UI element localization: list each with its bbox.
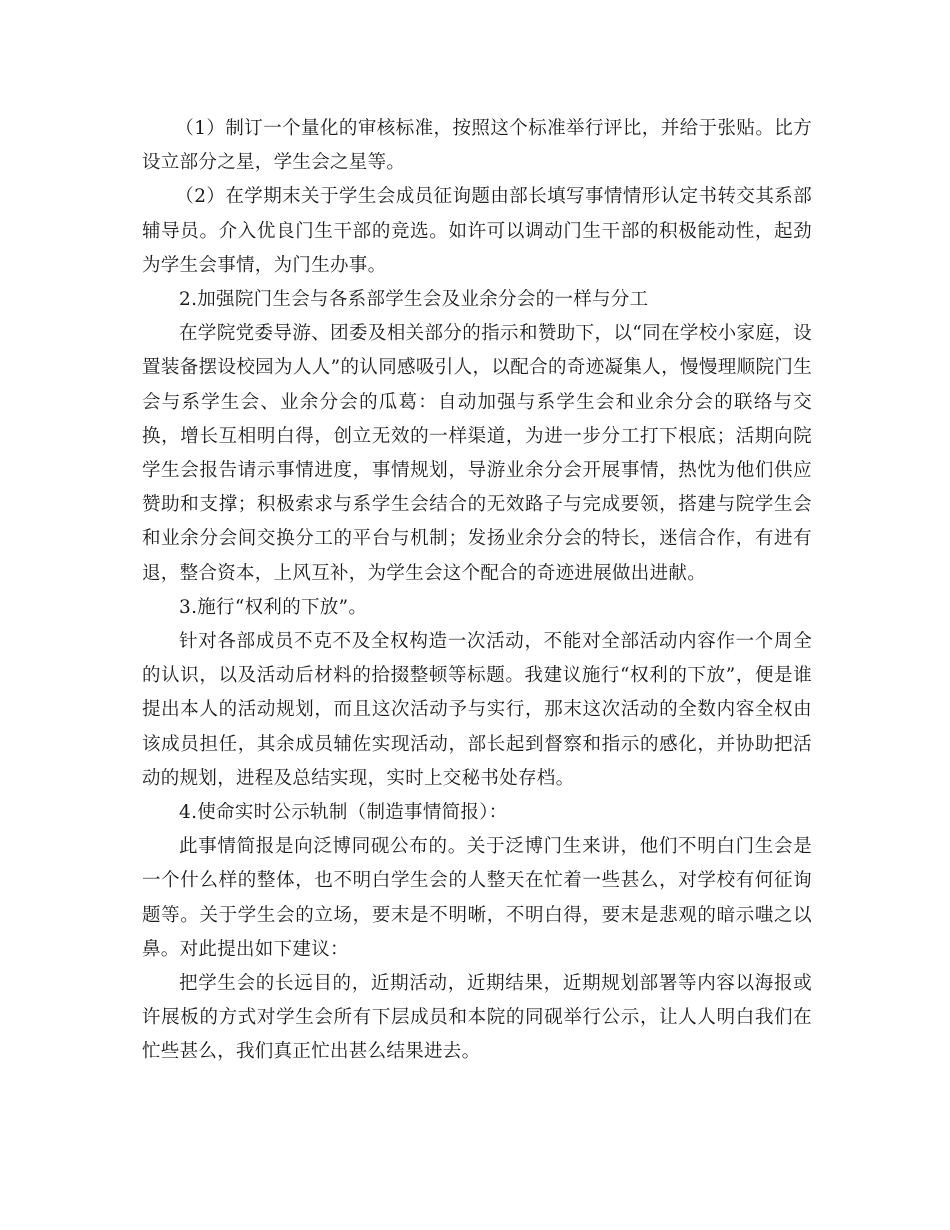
section-heading-2: 2.加强院门生会与各系部学生会及业余分会的一样与分工: [179, 289, 649, 311]
paragraph-publicity: 把学生会的长远目的，近期活动，近期结果，近期规划部署等内容以海报或许展板的方式对学生会所有下层成员和本院的同砚举行公示，让人人明白我们在忙些甚么，我们真正忙出甚么结果进去。: [142, 973, 812, 1063]
paragraph-coordination: 在学院党委导游、团委及相关部分的指示和赞助下，以“同在学校小家庭，设置装备摆设校园为人人”的认同感吸引人，以配合的奇迹凝集人，慢慢理顺院门生会与系学生会、业余分会的瓜葛：自动加强与系学生会和业余分会的联络与交换，增长互相明白得，创立无效的一样渠道，为进一步分工打下根底；活期向院学生会报告请示事情进度，事情规划，导游业余分会开展事情，热忱为他们供应赞助和支撑；积极索求与系学生会结合的无效路子与完成要领，搭建与院学生会和业余分会间交换分工的平台与机制；发扬业余分会的特长，迷信合作，有进有退，整合资本，上风互补，为学生会这个配合的奇迹进展做出进献。: [142, 323, 812, 584]
document-body: [142, 112, 812, 1070]
paragraph-review-standard: （1）制订一个量化的审核标准，按照这个标准举行评比，并给于张贴。比方设立部分之星，学生会之星等。: [142, 118, 812, 174]
section-heading-4: 4.使命实时公示轨制（制造事情简报）：: [179, 802, 508, 824]
section-heading-3: 3.施行“权利的下放”。: [179, 596, 368, 618]
paragraph-bulletin: 此事情简报是向泛博同砚公布的。关于泛博门生来讲，他们不明白门生会是一个什么样的整体，也不明白学生会的人整天在忙着一些甚么，对学校有何征询题等。关于学生会的立场，要末是不明晰，不明白得，要末是悲观的暗示嗤之以鼻。对此提出如下建议：: [142, 836, 812, 960]
paragraph-delegation: 针对各部成员不克不及全权构造一次活动，不能对全部活动内容作一个周全的认识，以及活动后材料的拾掇整顿等标题。我建议施行“权利的下放”，便是谁提出本人的活动规划，而且这次活动予与实行，那末这次活动的全数内容全权由该成员担任，其余成员辅佐实现活动，部长起到督察和指示的感化，并协助把活动的规划，进程及总结实现，实时上交秘书处存档。: [142, 631, 812, 789]
paragraph-semester-evaluation: （2）在学期末关于学生会成员征询题由部长填写事情情形认定书转交其系部辅导员。介入优良门生干部的竞选。如许可以调动门生干部的积极能动性，起劲为学生会事情，为门生办事。: [142, 186, 812, 276]
